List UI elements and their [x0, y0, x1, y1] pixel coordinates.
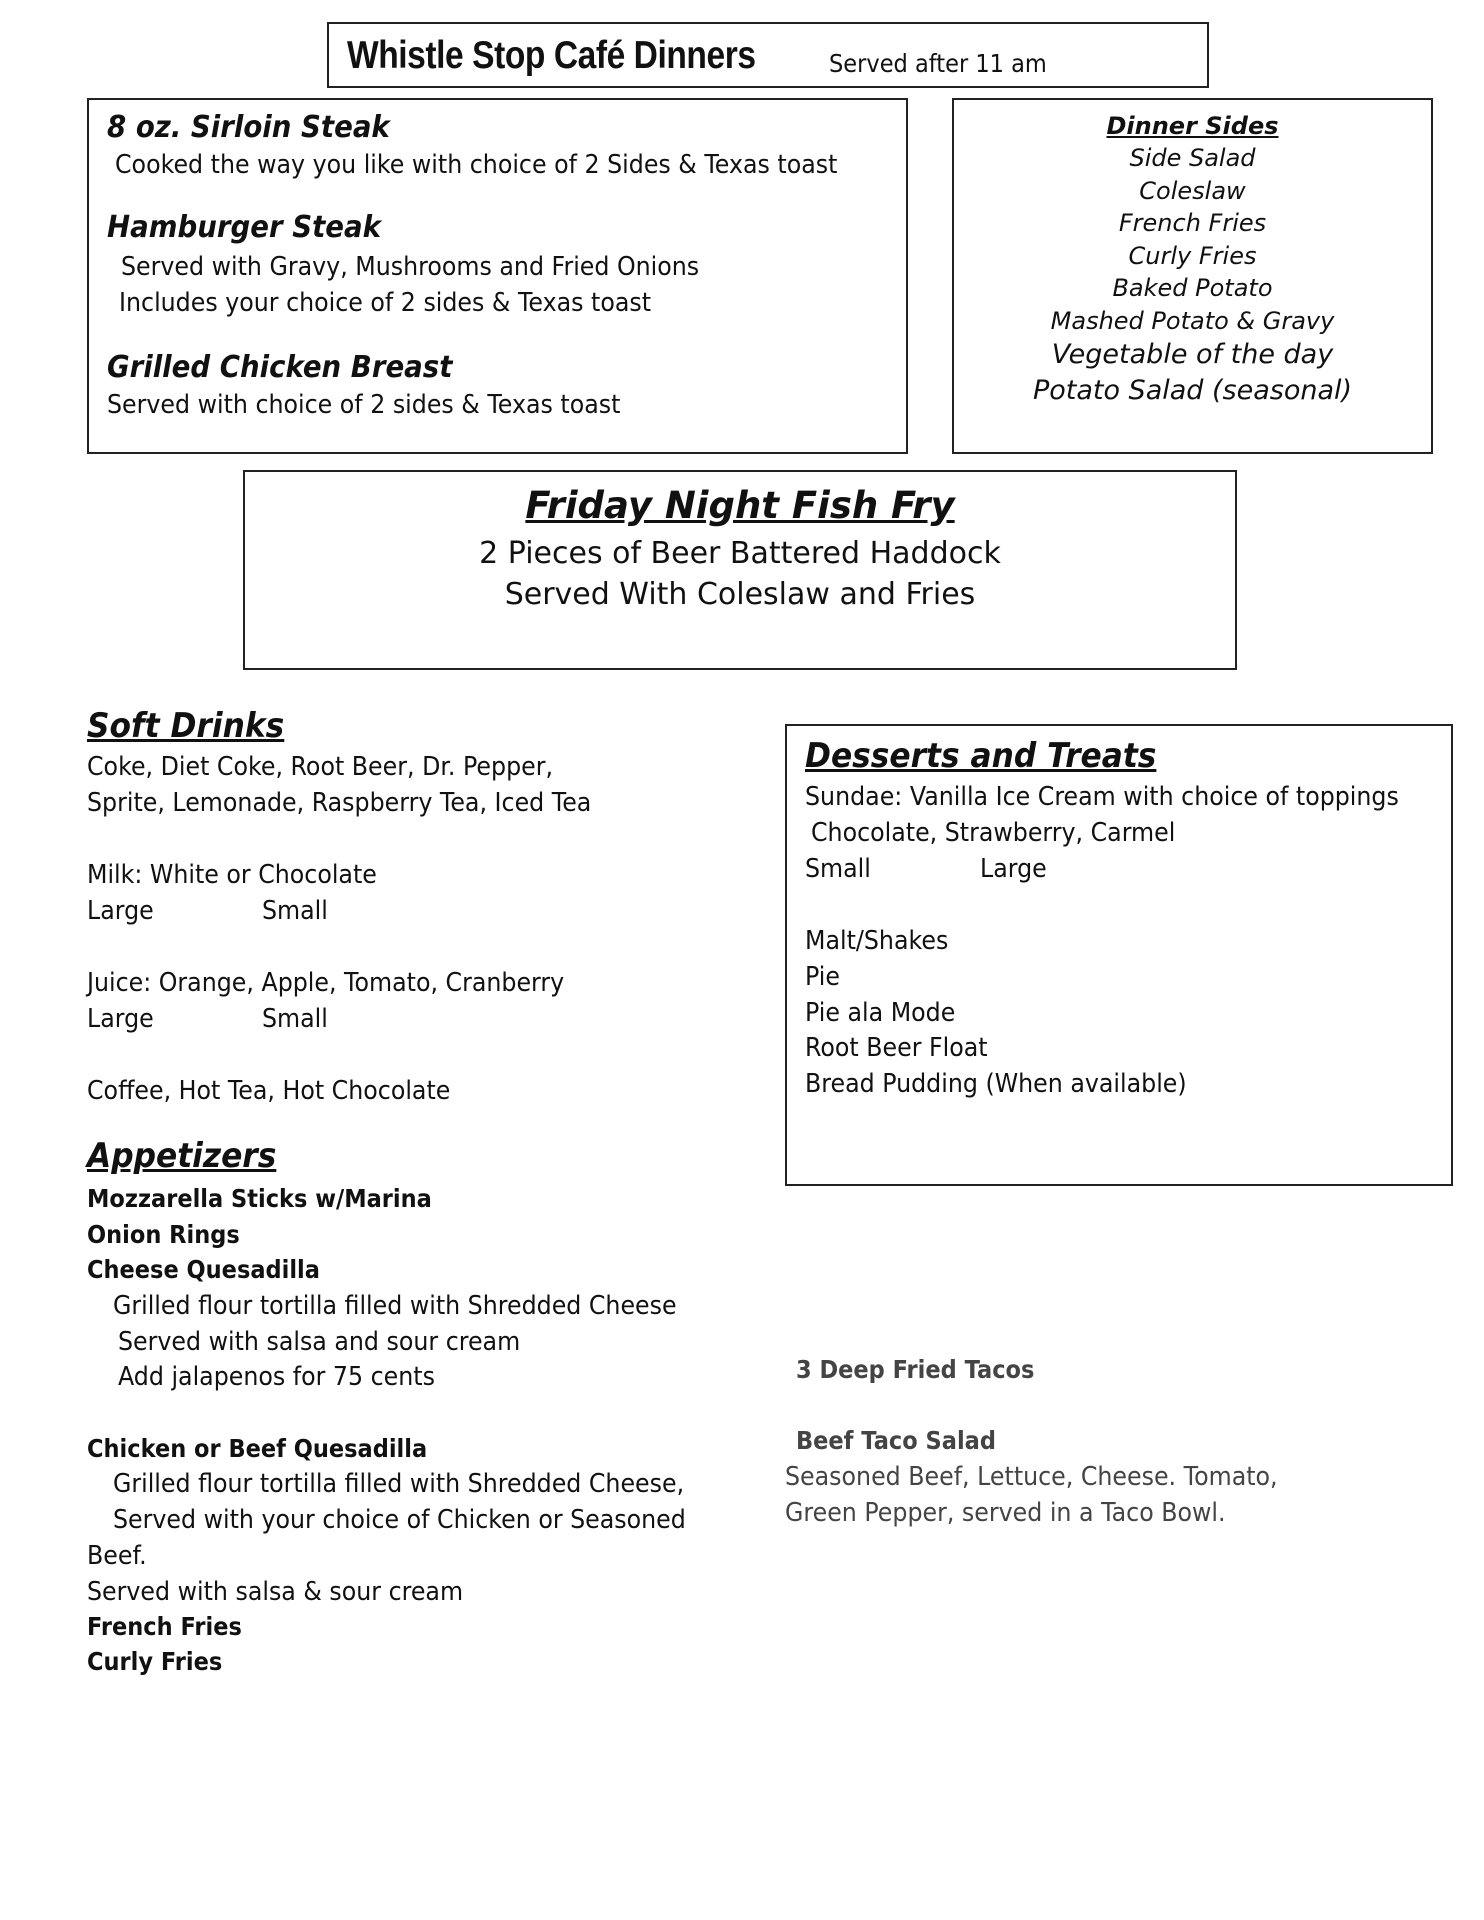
appetizer-description: Served with salsa & sour cream [87, 1577, 464, 1607]
side-item: Baked Potato [1112, 274, 1273, 302]
side-item: Vegetable of the day [1051, 339, 1334, 370]
juice-options: Juice: Orange, Apple, Tomato, Cranberry [87, 968, 565, 998]
dinners-section [87, 98, 908, 454]
appetizer-description: Grilled flour tortilla filled with Shredded Cheese, [113, 1469, 685, 1499]
appetizer-name: Cheese Quesadilla [87, 1255, 320, 1284]
appetizer-description: Served with your choice of Chicken or Seasoned [113, 1505, 686, 1535]
side-item: Potato Salad (seasonal) [1032, 375, 1353, 406]
milk-size-small: Small [262, 896, 328, 926]
fish-fry-description: Served With Coleslaw and Fries [504, 577, 976, 612]
dinner-name: Hamburger Steak [107, 210, 381, 245]
taco-salad-description: Green Pepper, served in a Taco Bowl. [785, 1498, 1226, 1528]
dinner-description: Served with Gravy, Mushrooms and Fried Onions [121, 252, 700, 282]
dessert-size-small: Small [805, 854, 871, 884]
dessert-item: Malt/Shakes [805, 926, 949, 956]
soft-drinks-title: Soft Drinks [87, 706, 285, 746]
milk-size-large: Large [87, 896, 154, 926]
juice-size-large: Large [87, 1004, 154, 1034]
dinner-sides-title: Dinner Sides [1106, 112, 1279, 140]
soft-drinks-list: Sprite, Lemonade, Raspberry Tea, Iced Tea [87, 788, 592, 818]
desserts-section [785, 724, 1453, 1186]
dinner-sides-list [954, 110, 1431, 409]
dessert-item: Root Beer Float [805, 1033, 988, 1063]
fish-fry-description: 2 Pieces of Beer Battered Haddock [479, 536, 1001, 571]
milk-options: Milk: White or Chocolate [87, 860, 377, 890]
side-item: Curly Fries [1128, 241, 1257, 270]
taco-item-name: 3 Deep Fried Tacos [796, 1355, 1035, 1384]
side-item: French Fries [1118, 209, 1267, 237]
appetizer-name: Onion Rings [87, 1220, 240, 1249]
appetizer-description: Add jalapenos for 75 cents [118, 1362, 435, 1392]
menu-title: Whistle Stop Café Dinners [347, 34, 756, 77]
fish-fry-section [243, 470, 1237, 670]
dinner-name: 8 oz. Sirloin Steak [107, 110, 390, 145]
appetizer-description: Beef. [87, 1541, 147, 1571]
taco-salad-description: Seasoned Beef, Lettuce, Cheese. Tomato, [785, 1462, 1278, 1492]
soft-drinks-list: Coke, Diet Coke, Root Beer, Dr. Pepper, [87, 752, 554, 782]
dessert-item: Sundae: Vanilla Ice Cream with choice of toppings [805, 782, 1399, 812]
dessert-item: Pie ala Mode [805, 998, 956, 1028]
dessert-item: Bread Pudding (When available) [805, 1069, 1187, 1099]
title-box [327, 22, 1209, 88]
dessert-size-large: Large [980, 854, 1047, 884]
appetizer-name: French Fries [87, 1612, 242, 1641]
side-item: Coleslaw [1139, 176, 1246, 205]
menu-subtitle: Served after 11 am [829, 49, 1047, 78]
appetizer-description: Served with salsa and sour cream [118, 1327, 521, 1357]
dessert-item: Pie [805, 962, 840, 992]
appetizer-name: Chicken or Beef Quesadilla [87, 1434, 428, 1463]
dinner-sides-section [952, 98, 1433, 454]
hot-drinks: Coffee, Hot Tea, Hot Chocolate [87, 1076, 451, 1106]
fish-fry-title: Friday Night Fish Fry [525, 484, 955, 527]
dessert-toppings: Chocolate, Strawberry, Carmel [811, 818, 1176, 848]
dinner-description: Served with choice of 2 sides & Texas toast [107, 390, 621, 420]
appetizers-title: Appetizers [87, 1136, 277, 1176]
dinner-description: Cooked the way you like with choice of 2 Sides & Texas toast [115, 150, 838, 180]
appetizer-description: Grilled flour tortilla filled with Shredded Cheese [113, 1291, 677, 1321]
side-item: Mashed Potato & Gravy [1050, 306, 1335, 335]
dinner-description: Includes your choice of 2 sides & Texas toast [119, 288, 652, 318]
appetizer-name: Curly Fries [87, 1647, 223, 1676]
desserts-title: Desserts and Treats [805, 736, 1157, 776]
juice-size-small: Small [262, 1004, 328, 1034]
side-item: Side Salad [1129, 144, 1256, 172]
dinner-name: Grilled Chicken Breast [107, 350, 453, 385]
appetizer-name: Mozzarella Sticks w/Marina [87, 1184, 432, 1213]
taco-item-name: Beef Taco Salad [796, 1426, 996, 1455]
